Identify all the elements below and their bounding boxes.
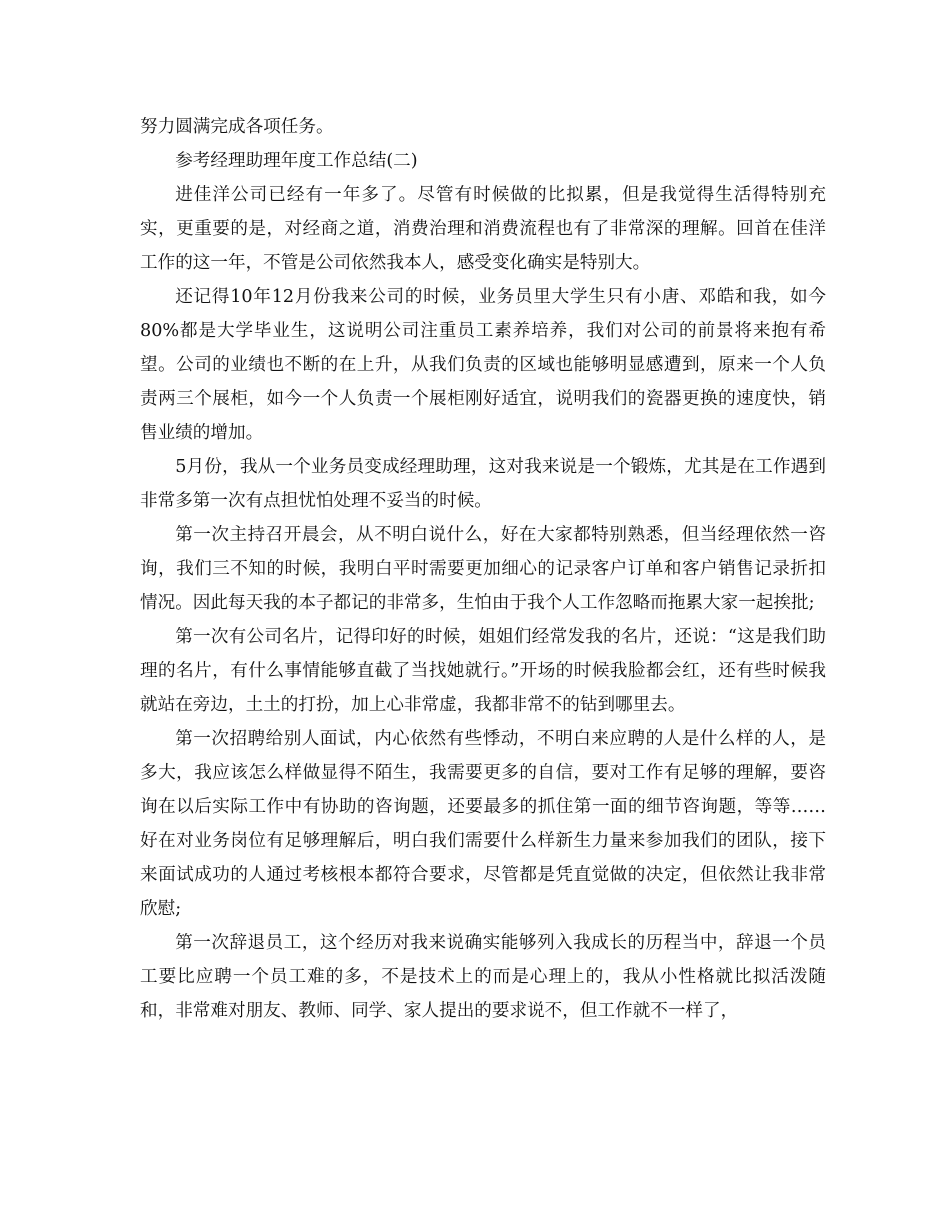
paragraph: 进佳洋公司已经有一年多了。尽管有时候做的比拟累，但是我觉得生活得特别充实，更重要的是，对经商之道，消费治理和消费流程也有了非常深的理解。回首在佳洋工作的这一年，不管是公司依然我本人，感受变化确实是特别大。: [140, 185, 826, 273]
paragraph: 第一次有公司名片，记得印好的时候，姐姐们经常发我的名片，还说：“这是我们助理的名片，有什么事情能够直截了当找她就行。”开场的时候我脸都会红，还有些时候我就站在旁边，土土的打扮，加上心非常虚，我都非常不的钻到哪里去。: [140, 627, 826, 715]
paragraph: 5月份，我从一个业务员变成经理助理，这对我来说是一个锻炼，尤其是在工作遇到非常多第一次有点担忧怕处理不妥当的时候。: [140, 457, 826, 511]
paragraph-continuation: 努力圆满完成各项任务。: [140, 117, 334, 137]
section-heading: 参考经理助理年度工作总结(二): [175, 151, 418, 171]
paragraph: 还记得10年12月份我来公司的时候，业务员里大学生只有小唐、邓皓和我，如今80%都是大学毕业生，这说明公司注重员工素养培养，我们对公司的前景将来抱有希望。公司的业绩也不断的在上升，从我们负责的区域也能够明显感遭到，原来一个人负责两三个展柜，如今一个人负责一个展柜刚好适宜，说明我们的瓷器更换的速度快，销售业绩的增加。: [140, 287, 826, 443]
paragraph: 第一次招聘给别人面试，内心依然有些悸动，不明白来应聘的人是什么样的人，是多大，我应该怎么样做显得不陌生，我需要更多的自信，要对工作有足够的理解，要咨询在以后实际工作中有协助的咨询题，还要最多的抓住第一面的细节咨询题，等等……好在对业务岗位有足够理解后，明白我们需要什么样新生力量来参加我们的团队，接下来面试成功的人通过考核根本都符合要求，尽管都是凭直觉做的决定，但依然让我非常欣慰;: [140, 729, 826, 919]
document-body: [140, 110, 826, 1028]
paragraph: 第一次主持召开晨会，从不明白说什么，好在大家都特别熟悉，但当经理依然一咨询，我们三不知的时候，我明白平时需要更加细心的记录客户订单和客户销售记录折扣情况。因此每天我的本子都记的非常多，生怕由于我个人工作忽略而拖累大家一起挨批;: [140, 525, 826, 613]
paragraph: 第一次辞退员工，这个经历对我来说确实能够列入我成长的历程当中，辞退一个员工要比应聘一个员工难的多，不是技术上的而是心理上的，我从小性格就比拟活泼随和，非常难对朋友、教师、同学、家人提出的要求说不，但工作就不一样了，: [140, 933, 826, 1021]
